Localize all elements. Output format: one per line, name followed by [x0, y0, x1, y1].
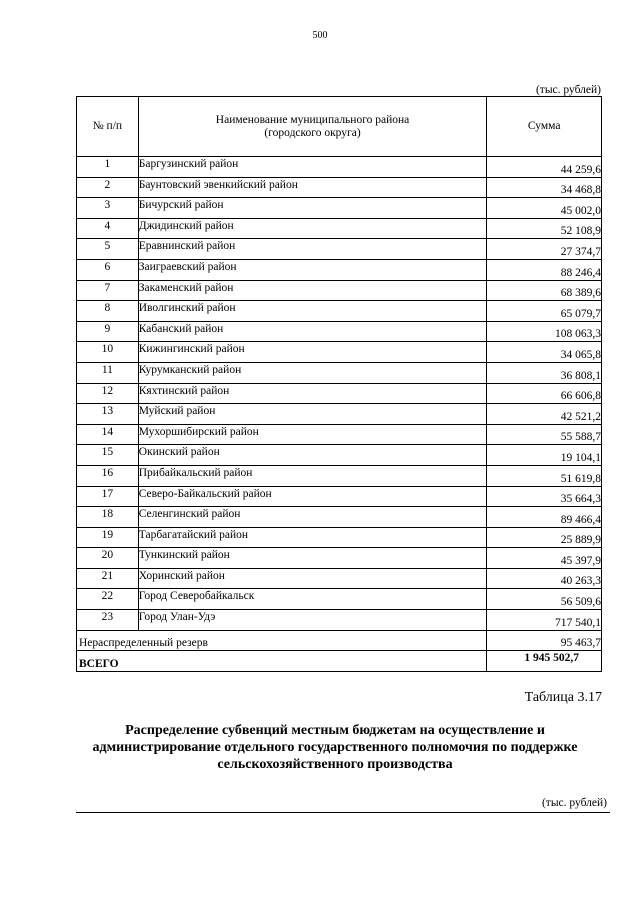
table-row	[77, 527, 602, 548]
table-row	[77, 589, 602, 610]
row-district-name: Окинский район	[138, 445, 487, 466]
row-district-name: Тункинский район	[138, 548, 487, 569]
table-row	[77, 568, 602, 589]
row-number: 5	[77, 239, 139, 260]
table-row	[77, 548, 602, 569]
row-sum: 25 889,9	[487, 527, 602, 548]
subvention-table	[76, 96, 602, 672]
table-row	[77, 157, 602, 178]
row-number: 2	[77, 177, 139, 198]
row-number: 15	[77, 445, 139, 466]
row-district-name: Иволгинский район	[138, 301, 487, 322]
table-row	[77, 445, 602, 466]
row-number: 10	[77, 342, 139, 363]
row-sum: 42 521,2	[487, 404, 602, 425]
table-row	[77, 610, 602, 631]
reserve-label: Нераспределенный резерв	[77, 630, 487, 650]
table-row	[77, 424, 602, 445]
next-table-top-border	[76, 812, 610, 813]
row-number: 1	[77, 157, 139, 178]
table-row	[77, 177, 602, 198]
row-district-name: Северо-Байкальский район	[138, 486, 487, 507]
row-sum: 34 468,8	[487, 177, 602, 198]
row-sum: 44 259,6	[487, 157, 602, 178]
header-number: № п/п	[77, 97, 139, 157]
row-sum: 52 108,9	[487, 218, 602, 239]
row-sum: 40 263,3	[487, 568, 602, 589]
row-district-name: Джидинский район	[138, 218, 487, 239]
row-number: 18	[77, 507, 139, 528]
row-district-name: Заиграевский район	[138, 259, 487, 280]
row-sum: 717 540,1	[487, 610, 602, 631]
row-district-name: Город Северобайкальск	[138, 589, 487, 610]
row-number: 9	[77, 321, 139, 342]
table-row	[77, 383, 602, 404]
total-label: ВСЕГО	[77, 650, 487, 671]
row-sum: 88 246,4	[487, 259, 602, 280]
row-sum: 55 588,7	[487, 424, 602, 445]
row-district-name: Муйский район	[138, 404, 487, 425]
table-row	[77, 218, 602, 239]
row-number: 21	[77, 568, 139, 589]
row-sum: 89 466,4	[487, 507, 602, 528]
row-sum: 19 104,1	[487, 445, 602, 466]
row-number: 6	[77, 259, 139, 280]
row-district-name: Курумканский район	[138, 362, 487, 383]
table-row	[77, 259, 602, 280]
row-sum: 45 002,0	[487, 198, 602, 219]
row-district-name: Еравнинский район	[138, 239, 487, 260]
row-sum: 51 619,8	[487, 465, 602, 486]
reserve-row	[77, 630, 602, 650]
row-sum: 34 065,8	[487, 342, 602, 363]
row-number: 4	[77, 218, 139, 239]
next-table-label: Таблица 3.17	[524, 690, 602, 705]
header-sum: Сумма	[487, 97, 602, 157]
row-district-name: Баунтовский эвенкийский район	[138, 177, 487, 198]
row-district-name: Закаменский район	[138, 280, 487, 301]
row-district-name: Кяхтинский район	[138, 383, 487, 404]
row-district-name: Бичурский район	[138, 198, 487, 219]
table-row	[77, 301, 602, 322]
table-row	[77, 465, 602, 486]
row-number: 7	[77, 280, 139, 301]
row-district-name: Кабанский район	[138, 321, 487, 342]
row-district-name: Баргузинский район	[138, 157, 487, 178]
table-row	[77, 321, 602, 342]
row-number: 12	[77, 383, 139, 404]
header-name	[138, 97, 487, 157]
row-district-name: Кижингинский район	[138, 342, 487, 363]
row-number: 20	[77, 548, 139, 569]
next-table-title: Распределение субвенций местным бюджетам на осуществление и администрирование отдельного государственного полномочия по поддержке сельскохозяйственного производства	[92, 723, 578, 772]
row-sum: 65 079,7	[487, 301, 602, 322]
row-number: 11	[77, 362, 139, 383]
table-row	[77, 507, 602, 528]
row-district-name: Город Улан-Удэ	[138, 610, 487, 631]
row-number: 22	[77, 589, 139, 610]
row-number: 13	[77, 404, 139, 425]
row-sum: 35 664,3	[487, 486, 602, 507]
table-row	[77, 486, 602, 507]
table-row	[77, 404, 602, 425]
row-district-name: Селенгинский район	[138, 507, 487, 528]
row-sum: 56 509,6	[487, 589, 602, 610]
row-number: 3	[77, 198, 139, 219]
row-district-name: Хоринский район	[138, 568, 487, 589]
total-row	[77, 650, 602, 671]
row-sum: 45 397,9	[487, 548, 602, 569]
table-row	[77, 280, 602, 301]
header-name-text: Наименование муниципального района (городского округа)	[215, 113, 410, 139]
table-row	[77, 239, 602, 260]
row-district-name: Тарбагатайский район	[138, 527, 487, 548]
row-number: 14	[77, 424, 139, 445]
next-table-units-label: (тыс. рублей)	[541, 797, 607, 809]
row-sum: 36 808,1	[487, 362, 602, 383]
row-number: 16	[77, 465, 139, 486]
reserve-sum: 95 463,7	[487, 630, 602, 650]
table-row	[77, 342, 602, 363]
row-number: 8	[77, 301, 139, 322]
row-sum: 68 389,6	[487, 280, 602, 301]
total-sum: 1 945 502,7	[487, 650, 602, 671]
row-sum: 108 063,3	[487, 321, 602, 342]
table-row	[77, 362, 602, 383]
row-district-name: Мухоршибирский район	[138, 424, 487, 445]
page-number: 500	[312, 30, 328, 41]
row-sum: 27 374,7	[487, 239, 602, 260]
table-header-row	[77, 97, 602, 157]
units-label: (тыс. рублей)	[535, 84, 601, 96]
row-district-name: Прибайкальский район	[138, 465, 487, 486]
row-sum: 66 606,8	[487, 383, 602, 404]
row-number: 23	[77, 610, 139, 631]
table-row	[77, 198, 602, 219]
row-number: 17	[77, 486, 139, 507]
row-number: 19	[77, 527, 139, 548]
